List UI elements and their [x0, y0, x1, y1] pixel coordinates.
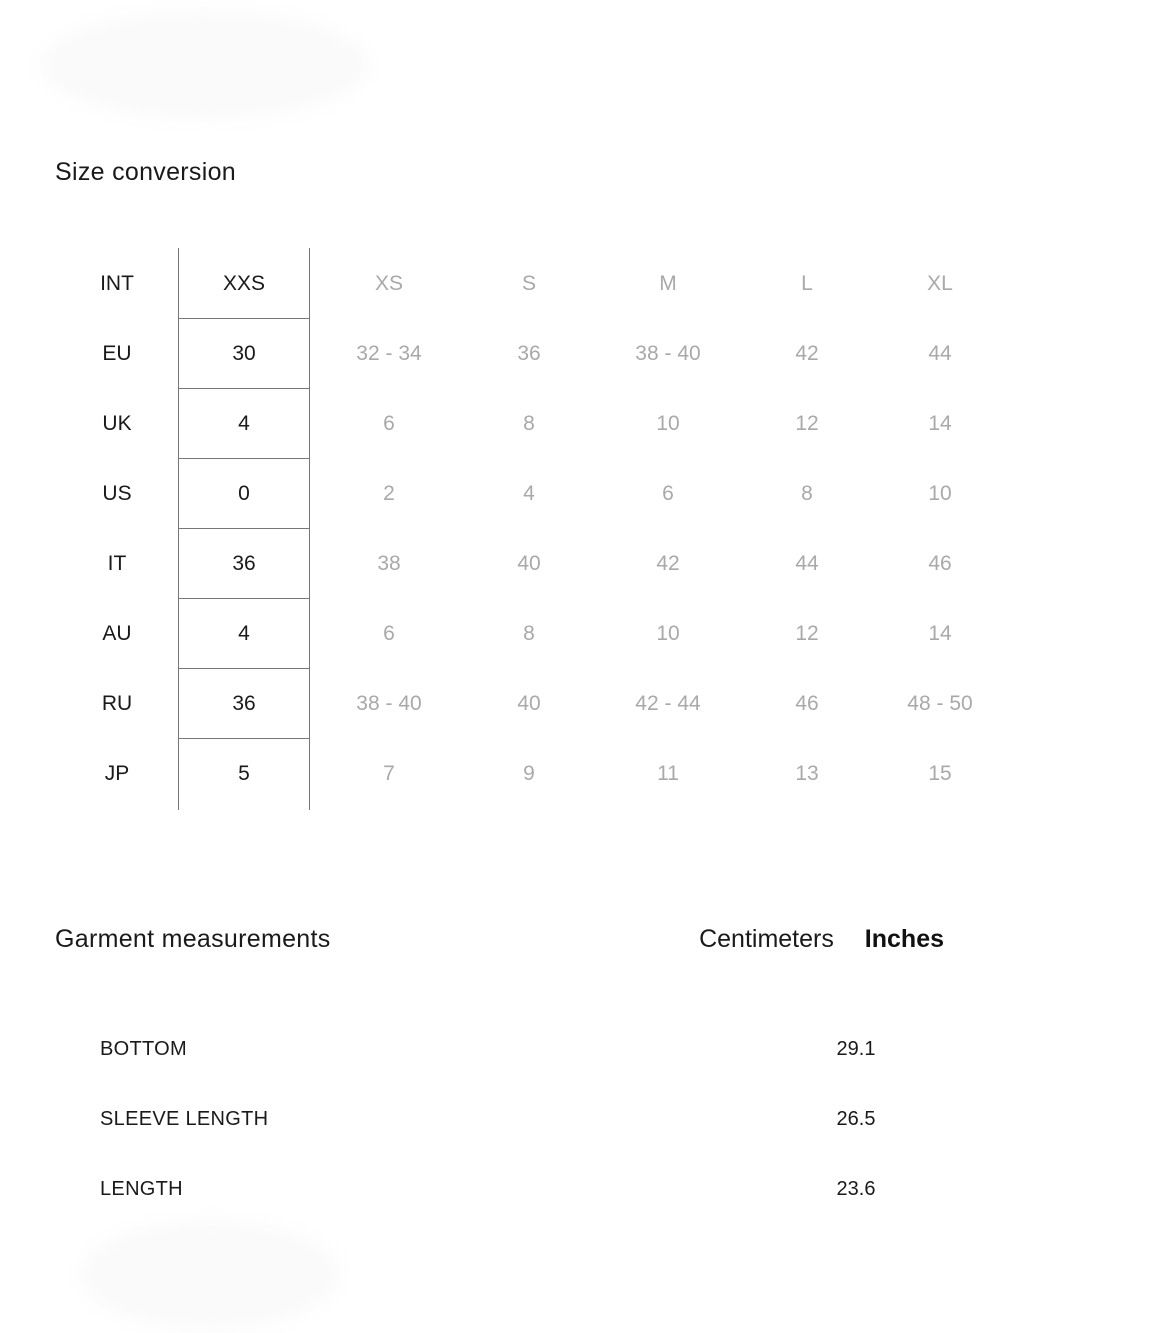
measurement-value: 23.6	[836, 1178, 876, 1200]
size-row-int	[55, 248, 1155, 318]
measurement-name: LENGTH	[100, 1178, 183, 1200]
size-cell[interactable]: 14	[928, 622, 952, 645]
size-cell[interactable]: 42	[795, 342, 819, 365]
size-cell[interactable]: 38 - 40	[356, 692, 422, 715]
size-cell[interactable]: 48 - 50	[907, 692, 973, 715]
size-cell[interactable]: 14	[928, 412, 952, 435]
size-cell[interactable]: 13	[795, 762, 819, 785]
selected-size-cell[interactable]: 4	[238, 622, 250, 645]
size-cell[interactable]: 38 - 40	[635, 342, 701, 365]
selected-size-cell[interactable]: 36	[232, 692, 256, 715]
size-cell[interactable]: M	[659, 272, 677, 295]
size-cell[interactable]: 8	[801, 482, 813, 505]
size-row-uk	[55, 388, 1155, 458]
size-cell[interactable]: 44	[928, 342, 952, 365]
size-cell[interactable]: 12	[795, 622, 819, 645]
size-row-us	[55, 458, 1155, 528]
measurement-value: 29.1	[836, 1038, 876, 1060]
size-system-label: EU	[102, 342, 132, 365]
unit-inches-button[interactable]: Inches	[864, 925, 944, 953]
size-row-eu	[55, 318, 1155, 388]
size-cell[interactable]: 6	[383, 412, 395, 435]
size-row-it	[55, 528, 1155, 598]
selected-column-row-divider	[179, 738, 310, 739]
size-row-au	[55, 598, 1155, 668]
size-cell[interactable]: 2	[383, 482, 395, 505]
size-system-label: INT	[100, 272, 134, 295]
unit-centimeters-button[interactable]: Centimeters	[699, 925, 834, 953]
unit-toggle	[675, 925, 944, 954]
selected-size-cell[interactable]: 30	[232, 342, 256, 365]
size-cell[interactable]: 32 - 34	[356, 342, 422, 365]
selected-size-cell[interactable]: 0	[238, 482, 250, 505]
size-cell[interactable]: 38	[377, 552, 401, 575]
size-cell[interactable]: 12	[795, 412, 819, 435]
size-cell[interactable]: 40	[517, 552, 541, 575]
size-system-label: RU	[101, 692, 133, 715]
measurement-value: 26.5	[836, 1108, 876, 1130]
measurement-row-length	[100, 1178, 900, 1218]
selected-column-row-divider	[179, 598, 310, 599]
size-cell[interactable]: 44	[795, 552, 819, 575]
size-cell[interactable]: 46	[795, 692, 819, 715]
selected-column-row-divider	[179, 668, 310, 669]
size-cell[interactable]: 11	[657, 762, 679, 785]
selected-size-cell[interactable]: 5	[238, 762, 250, 785]
size-cell[interactable]: 42	[656, 552, 680, 575]
size-cell[interactable]: 46	[928, 552, 952, 575]
size-cell[interactable]: 4	[523, 482, 535, 505]
size-system-label: IT	[107, 552, 127, 575]
size-system-label: AU	[102, 622, 132, 645]
size-cell[interactable]: 8	[523, 412, 535, 435]
measurement-row-sleeve-length	[100, 1108, 900, 1148]
size-conversion-title: Size conversion	[55, 158, 236, 186]
background-blur	[80, 1220, 340, 1330]
size-cell[interactable]: 40	[517, 692, 541, 715]
size-cell[interactable]: 15	[928, 762, 952, 785]
size-row-ru	[55, 668, 1155, 738]
background-blur	[40, 10, 370, 120]
selected-column-row-divider	[179, 528, 310, 529]
size-cell[interactable]: L	[801, 272, 813, 295]
selected-column-row-divider	[179, 388, 310, 389]
measurement-row-bottom	[100, 1038, 900, 1078]
size-system-label: JP	[104, 762, 130, 785]
measurement-name: BOTTOM	[100, 1038, 187, 1060]
size-cell[interactable]: 7	[383, 762, 395, 785]
selected-size-cell[interactable]: 4	[238, 412, 250, 435]
size-cell[interactable]: 6	[383, 622, 395, 645]
selected-column-row-divider	[179, 458, 310, 459]
size-cell[interactable]: 42 - 44	[635, 692, 701, 715]
size-system-label: UK	[102, 412, 132, 435]
selected-size-cell[interactable]: XXS	[222, 272, 266, 295]
size-cell[interactable]: 10	[928, 482, 952, 505]
size-cell[interactable]: 9	[523, 762, 535, 785]
size-cell[interactable]: 10	[656, 412, 680, 435]
size-cell[interactable]: 10	[656, 622, 680, 645]
size-conversion-table	[55, 248, 973, 810]
size-row-jp	[55, 738, 1155, 808]
size-cell[interactable]: 8	[523, 622, 535, 645]
selected-column-row-divider	[179, 318, 310, 319]
size-system-label: US	[102, 482, 132, 505]
size-cell[interactable]: S	[521, 272, 536, 295]
size-cell[interactable]: 36	[517, 342, 541, 365]
size-cell[interactable]: 6	[662, 482, 674, 505]
garment-measurements-title: Garment measurements	[55, 925, 331, 953]
size-cell[interactable]: XL	[927, 272, 953, 295]
size-cell[interactable]: XS	[374, 272, 403, 295]
selected-size-cell[interactable]: 36	[232, 552, 256, 575]
measurement-name: SLEEVE LENGTH	[100, 1108, 269, 1130]
